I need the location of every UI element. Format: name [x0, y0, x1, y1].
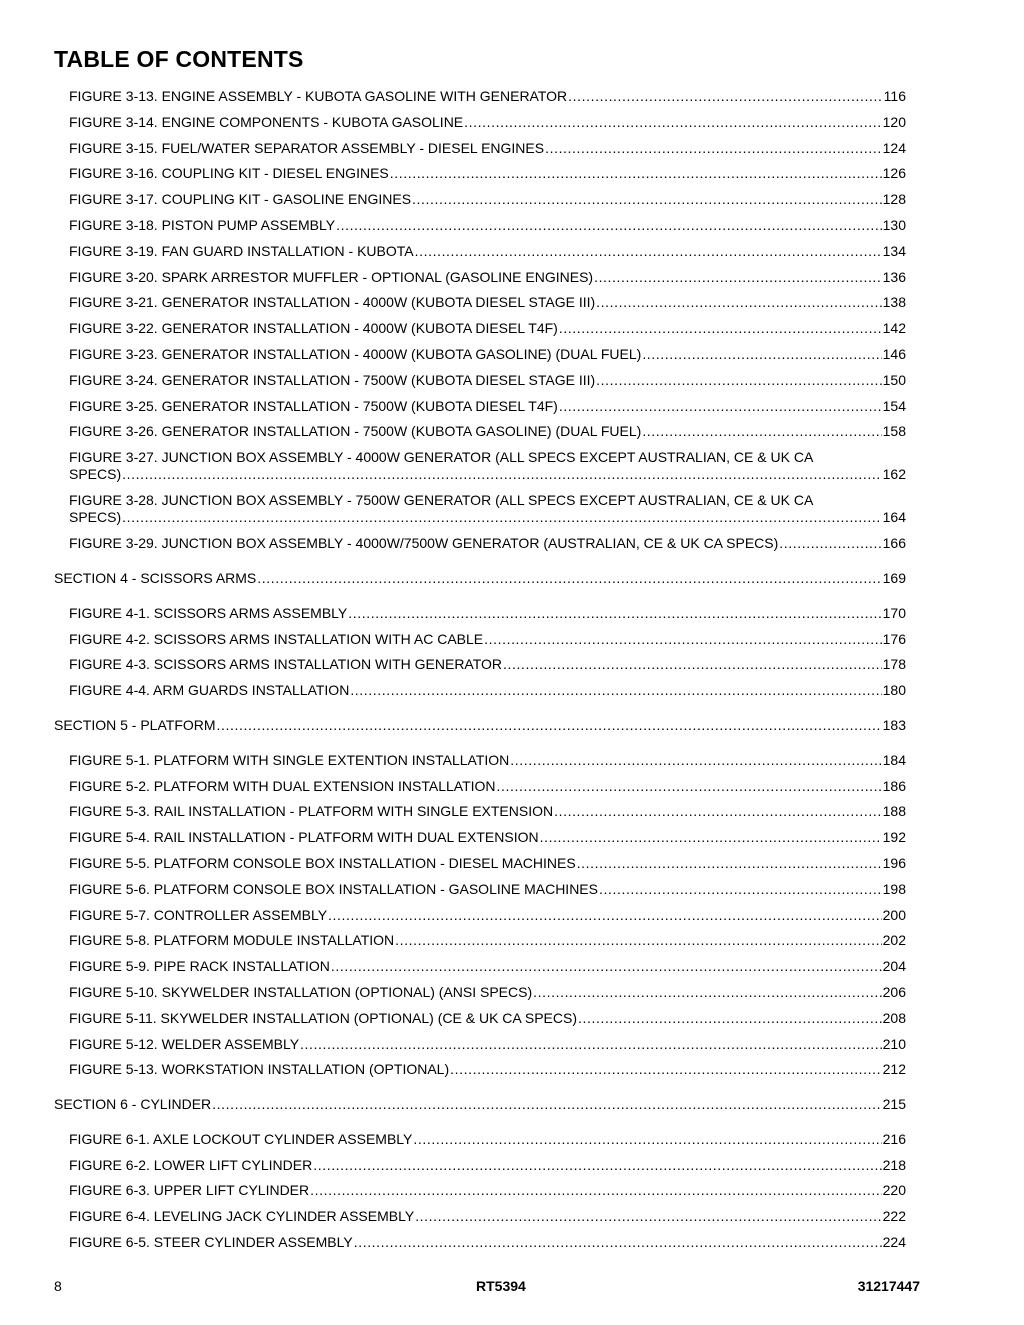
toc-figure-entry[interactable]	[54, 682, 906, 708]
dot-leader	[313, 1157, 881, 1174]
toc-entry-title: FIGURE 3-18. PISTON PUMP ASSEMBLY	[69, 216, 336, 233]
toc-entry-title: FIGURE 3-17. COUPLING KIT - GASOLINE ENGINES	[69, 191, 412, 208]
toc-entry-title: FIGURE 3-16. COUPLING KIT - DIESEL ENGINES	[69, 165, 389, 182]
dot-leader	[217, 717, 882, 734]
toc-page-number: 164	[882, 509, 906, 526]
toc-figure-entry[interactable]	[54, 752, 906, 778]
toc-entry-title-continued: SPECS)	[69, 509, 122, 526]
toc-figure-entry[interactable]	[54, 346, 906, 372]
toc-page-number: 142	[882, 320, 906, 337]
toc-page-number: 146	[882, 345, 906, 362]
toc-figure-entry[interactable]	[54, 932, 906, 958]
toc-page-number: 170	[882, 604, 906, 621]
dot-leader	[336, 217, 882, 234]
toc-page-number: 116	[883, 88, 906, 104]
toc-entry-title: FIGURE 5-12. WELDER ASSEMBLY	[69, 1035, 300, 1052]
toc-entry-title: FIGURE 3-14. ENGINE COMPONENTS - KUBOTA GASOLINE	[69, 113, 464, 130]
toc-entry-title: FIGURE 3-28. JUNCTION BOX ASSEMBLY - 7500W GENERATOR (ALL SPECS EXCEPT AUSTRALIAN, CE & UK CA	[69, 492, 814, 509]
toc-figure-entry[interactable]	[54, 243, 906, 269]
page-title: TABLE OF CONTENTS	[54, 46, 304, 72]
toc-figure-entry[interactable]	[54, 217, 906, 243]
toc-page-number: 216	[882, 1130, 906, 1147]
page-footer	[54, 1278, 920, 1296]
toc-page-number: 178	[882, 656, 906, 673]
toc-figure-entry[interactable]	[54, 1061, 906, 1087]
toc-figure-entry[interactable]	[54, 294, 906, 320]
toc-page-number: 183	[882, 716, 906, 733]
dot-leader	[300, 1036, 882, 1053]
toc-figure-entry[interactable]	[54, 165, 906, 191]
dot-leader	[122, 509, 882, 526]
dot-leader	[350, 682, 881, 699]
toc-figure-entry[interactable]	[54, 449, 906, 492]
dot-leader	[413, 1131, 881, 1148]
toc-figure-entry[interactable]	[54, 535, 906, 561]
toc-entry-title: FIGURE 3-29. JUNCTION BOX ASSEMBLY - 4000W/7500W GENERATOR (AUSTRALIAN, CE & UK CA SPECS)	[69, 535, 779, 552]
toc-page-number: 210	[882, 1035, 906, 1052]
footer-doc-number: 31217447	[857, 1278, 920, 1294]
toc-figure-entry[interactable]	[54, 803, 906, 829]
dot-leader	[354, 1234, 882, 1251]
toc-page-number: 136	[882, 268, 906, 285]
toc-entry-title: SECTION 5 - PLATFORM	[54, 716, 216, 733]
dot-leader	[503, 656, 882, 673]
toc-page-number: 186	[882, 777, 906, 794]
toc-figure-entry[interactable]	[54, 1234, 906, 1260]
dot-leader	[328, 907, 882, 924]
toc-page-number: 124	[882, 139, 906, 156]
toc-page-number: 134	[882, 242, 906, 259]
toc-page-number: 154	[882, 397, 906, 414]
toc-figure-entry[interactable]	[54, 907, 906, 933]
footer-page-number: 8	[54, 1278, 62, 1294]
dot-leader	[596, 294, 881, 311]
toc-figure-entry[interactable]	[54, 372, 906, 398]
toc-entry-title: FIGURE 5-5. PLATFORM CONSOLE BOX INSTALLATION - DIESEL MACHINES	[69, 854, 576, 871]
toc-figure-entry[interactable]	[54, 1182, 906, 1208]
toc-figure-entry[interactable]	[54, 423, 906, 449]
toc-entry-title: FIGURE 5-4. RAIL INSTALLATION - PLATFORM WITH DUAL EXTENSION	[69, 829, 539, 846]
dot-leader	[464, 114, 881, 131]
toc-entry-title: FIGURE 3-24. GENERATOR INSTALLATION - 7500W (KUBOTA DIESEL STAGE III)	[69, 371, 596, 388]
toc-page-number: 215	[882, 1096, 906, 1113]
toc-page-number: 184	[882, 751, 906, 768]
toc-page-number: 220	[882, 1182, 906, 1199]
dot-leader	[577, 855, 882, 872]
toc-figure-entry[interactable]	[54, 140, 906, 166]
toc-page-number: 218	[882, 1156, 906, 1173]
toc-figure-entry[interactable]	[54, 829, 906, 855]
toc-entry-title: FIGURE 3-22. GENERATOR INSTALLATION - 4000W (KUBOTA DIESEL T4F)	[69, 320, 558, 337]
toc-entry-title: FIGURE 6-1. AXLE LOCKOUT CYLINDER ASSEMBLY	[69, 1130, 413, 1147]
section-gap	[54, 1087, 906, 1096]
dot-leader	[578, 1010, 882, 1027]
dot-leader	[594, 269, 882, 286]
toc-figure-entry[interactable]	[54, 958, 906, 984]
toc-entry-title: FIGURE 3-13. ENGINE ASSEMBLY - KUBOTA GASOLINE WITH GENERATOR	[69, 88, 568, 104]
toc-entry-title: FIGURE 3-25. GENERATOR INSTALLATION - 7500W (KUBOTA DIESEL T4F)	[69, 397, 558, 414]
toc-entry-title: FIGURE 5-13. WORKSTATION INSTALLATION (OPTIONAL)	[69, 1061, 450, 1078]
toc-figure-entry[interactable]	[54, 269, 906, 295]
toc-page-number: 188	[882, 803, 906, 820]
toc-entry-title: SECTION 6 - CYLINDER	[54, 1096, 212, 1113]
toc-section-entry[interactable]	[54, 1096, 906, 1122]
toc-page-number: 192	[882, 829, 906, 846]
toc-figure-entry[interactable]	[54, 656, 906, 682]
toc-entry-title: FIGURE 5-9. PIPE RACK INSTALLATION	[69, 958, 330, 975]
toc-page-number: 120	[882, 113, 906, 130]
toc-page-number: 130	[882, 216, 906, 233]
dot-leader	[331, 958, 882, 975]
toc-entry-title: FIGURE 4-3. SCISSORS ARMS INSTALLATION WITH GENERATOR	[69, 656, 503, 673]
toc-page-number: 180	[882, 682, 906, 699]
toc-entry-title: FIGURE 4-1. SCISSORS ARMS ASSEMBLY	[69, 604, 348, 621]
toc-entry-title: FIGURE 4-4. ARM GUARDS INSTALLATION	[69, 682, 350, 699]
toc-section-entry[interactable]	[54, 717, 906, 743]
toc-page-number: 128	[882, 191, 906, 208]
toc-figure-entry[interactable]	[54, 320, 906, 346]
toc-figure-entry[interactable]	[54, 605, 906, 631]
toc-entry-title: FIGURE 3-26. GENERATOR INSTALLATION - 7500W (KUBOTA GASOLINE) (DUAL FUEL)	[69, 423, 642, 440]
toc-entry-title: FIGURE 5-1. PLATFORM WITH SINGLE EXTENTION INSTALLATION	[69, 751, 510, 768]
toc-figure-entry[interactable]	[54, 1010, 906, 1036]
toc-figure-entry[interactable]	[54, 1208, 906, 1234]
section-gap	[54, 708, 906, 717]
toc-page-number: 224	[882, 1234, 906, 1251]
toc-figure-entry[interactable]	[54, 1036, 906, 1062]
toc-entry-title-continued: SPECS)	[69, 466, 122, 483]
section-gap	[54, 743, 906, 752]
toc-entry-title: FIGURE 3-23. GENERATOR INSTALLATION - 4000W (KUBOTA GASOLINE) (DUAL FUEL)	[69, 345, 642, 362]
toc-figure-entry[interactable]	[54, 88, 906, 114]
dot-leader	[122, 466, 882, 483]
toc-page-number: 169	[882, 569, 906, 586]
section-gap	[54, 561, 906, 570]
toc-entry-title: FIGURE 5-8. PLATFORM MODULE INSTALLATION	[69, 932, 395, 949]
toc-entry-title: FIGURE 5-3. RAIL INSTALLATION - PLATFORM WITH SINGLE EXTENSION	[69, 803, 554, 820]
dot-leader	[540, 829, 882, 846]
section-gap	[54, 1122, 906, 1131]
dot-leader	[596, 372, 881, 389]
toc-section-entry[interactable]	[54, 570, 906, 596]
dot-leader	[212, 1096, 882, 1113]
toc-entry-title: FIGURE 3-20. SPARK ARRESTOR MUFFLER - OPTIONAL (GASOLINE ENGINES)	[69, 268, 594, 285]
dot-leader	[412, 191, 882, 208]
dot-leader	[642, 423, 881, 440]
toc-entry-title: FIGURE 5-11. SKYWELDER INSTALLATION (OPTIONAL) (CE & UK CA SPECS)	[69, 1009, 577, 1026]
toc-figure-entry[interactable]	[54, 398, 906, 424]
dot-leader	[533, 984, 882, 1001]
table-of-contents	[54, 88, 906, 1260]
dot-leader	[497, 778, 882, 795]
toc-page-number: 202	[882, 932, 906, 949]
toc-entry-title: FIGURE 6-5. STEER CYLINDER ASSEMBLY	[69, 1234, 353, 1251]
dot-leader	[568, 88, 883, 105]
dot-leader	[415, 1208, 881, 1225]
dot-leader	[779, 535, 881, 552]
toc-entry-title: FIGURE 5-6. PLATFORM CONSOLE BOX INSTALLATION - GASOLINE MACHINES	[69, 880, 598, 897]
dot-leader	[257, 570, 881, 587]
toc-page-number: 196	[882, 854, 906, 871]
toc-page-number: 166	[882, 535, 906, 552]
toc-entry-title: FIGURE 3-21. GENERATOR INSTALLATION - 4000W (KUBOTA DIESEL STAGE III)	[69, 294, 596, 311]
toc-figure-entry[interactable]	[54, 1131, 906, 1157]
dot-leader	[559, 320, 882, 337]
toc-entry-title: FIGURE 6-3. UPPER LIFT CYLINDER	[69, 1182, 310, 1199]
toc-figure-entry[interactable]	[54, 191, 906, 217]
toc-page-number: 212	[882, 1061, 906, 1078]
toc-page-number: 150	[882, 371, 906, 388]
toc-page-number: 198	[882, 880, 906, 897]
dot-leader	[599, 881, 882, 898]
dot-leader	[554, 803, 882, 820]
toc-page-number: 126	[882, 165, 906, 182]
toc-page-number: 176	[882, 630, 906, 647]
dot-leader	[310, 1182, 882, 1199]
toc-figure-entry[interactable]	[54, 492, 906, 535]
toc-page-number: 162	[882, 466, 906, 483]
toc-page-number: 206	[882, 983, 906, 1000]
dot-leader	[395, 932, 881, 949]
toc-page-number: 222	[882, 1208, 906, 1225]
dot-leader	[510, 752, 881, 769]
toc-page-number: 158	[882, 423, 906, 440]
toc-entry-title: FIGURE 4-2. SCISSORS ARMS INSTALLATION WITH AC CABLE	[69, 630, 484, 647]
toc-entry-title: FIGURE 5-2. PLATFORM WITH DUAL EXTENSION INSTALLATION	[69, 777, 496, 794]
toc-figure-entry[interactable]	[54, 881, 906, 907]
dot-leader	[415, 243, 882, 260]
toc-figure-entry[interactable]	[54, 631, 906, 657]
toc-entry-title: FIGURE 5-7. CONTROLLER ASSEMBLY	[69, 906, 328, 923]
toc-entry-title: SECTION 4 - SCISSORS ARMS	[54, 569, 257, 586]
toc-page-number: 200	[882, 906, 906, 923]
toc-entry-title: FIGURE 3-19. FAN GUARD INSTALLATION - KUBOTA	[69, 242, 414, 259]
toc-page-number: 208	[882, 1009, 906, 1026]
dot-leader	[642, 346, 881, 363]
dot-leader	[545, 140, 882, 157]
dot-leader	[484, 631, 882, 648]
dot-leader	[348, 605, 881, 622]
section-gap	[54, 596, 906, 605]
toc-figure-entry[interactable]	[54, 114, 906, 140]
toc-page-number: 204	[882, 958, 906, 975]
toc-entry-title: FIGURE 6-2. LOWER LIFT CYLINDER	[69, 1156, 313, 1173]
footer-model: RT5394	[476, 1278, 526, 1294]
toc-figure-entry[interactable]	[54, 778, 906, 804]
toc-entry-title: FIGURE 3-27. JUNCTION BOX ASSEMBLY - 4000W GENERATOR (ALL SPECS EXCEPT AUSTRALIAN, CE & UK CA	[69, 449, 814, 466]
dot-leader	[450, 1061, 882, 1078]
toc-entry-title: FIGURE 5-10. SKYWELDER INSTALLATION (OPTIONAL) (ANSI SPECS)	[69, 983, 533, 1000]
toc-page-number: 138	[882, 294, 906, 311]
dot-leader	[390, 165, 882, 182]
toc-figure-entry[interactable]	[54, 1157, 906, 1183]
toc-entry-title: FIGURE 3-15. FUEL/WATER SEPARATOR ASSEMBLY - DIESEL ENGINES	[69, 139, 545, 156]
dot-leader	[559, 398, 882, 415]
toc-entry-title: FIGURE 6-4. LEVELING JACK CYLINDER ASSEMBLY	[69, 1208, 415, 1225]
toc-figure-entry[interactable]	[54, 984, 906, 1010]
toc-figure-entry[interactable]	[54, 855, 906, 881]
